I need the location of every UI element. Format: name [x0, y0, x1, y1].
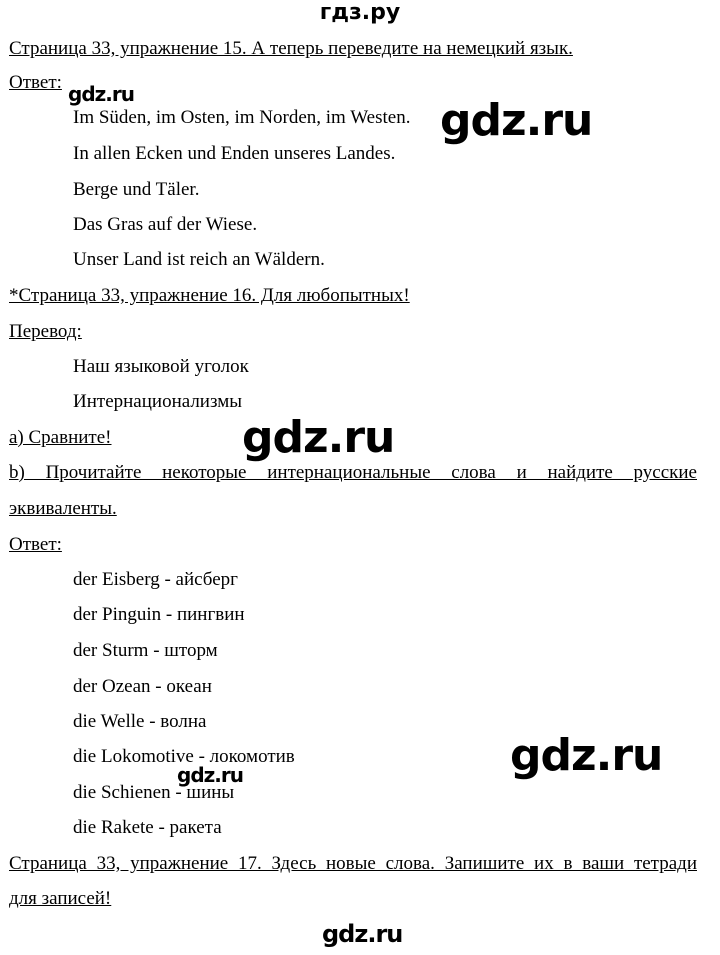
- exercise-15-title: Страница 33, упражнение 15. А теперь переведите на немецкий язык.: [9, 38, 573, 59]
- translation-line: Наш языковой уголок: [73, 356, 249, 377]
- watermark-logo: gdz.ru: [177, 763, 243, 787]
- exercise-17-title-line-1: Страница 33, упражнение 17. Здесь новые слова. Запишите их в ваши тетради: [9, 853, 697, 874]
- watermark-logo: gdz.ru: [242, 412, 395, 463]
- exercise-17-title-line-2: для записей!: [9, 888, 112, 909]
- word-pair: der Sturm - шторм: [73, 640, 218, 661]
- exercise-15-line: Unser Land ist reich an Wäldern.: [73, 249, 325, 270]
- task-b-line-1: b) Прочитайте некоторые интернациональные слова и найдите русские: [9, 462, 697, 483]
- watermark-logo: gdz.ru: [322, 920, 403, 948]
- exercise-15-line: Das Gras auf der Wiese.: [73, 214, 258, 235]
- exercise-16-answer-label: Ответ:: [9, 534, 62, 555]
- word-pair: der Ozean - океан: [73, 676, 212, 697]
- site-header: гдз.ру: [319, 0, 401, 25]
- exercise-15-line: In allen Ecken und Enden unseres Landes.: [73, 143, 396, 164]
- watermark-logo: gdz.ru: [440, 95, 593, 146]
- word-pair: der Eisberg - айсберг: [73, 569, 238, 590]
- watermark-logo: gdz.ru: [510, 730, 663, 781]
- word-pair: der Pinguin - пингвин: [73, 604, 245, 625]
- word-pair: die Welle - волна: [73, 711, 207, 732]
- task-b-line-2: эквиваленты.: [9, 498, 117, 519]
- word-pair: die Schienen - шины: [73, 782, 235, 803]
- exercise-15-answer-label: Ответ:: [9, 72, 62, 93]
- word-pair: die Rakete - ракета: [73, 817, 222, 838]
- exercise-16-title: *Страница 33, упражнение 16. Для любопытных!: [9, 285, 410, 306]
- exercise-15-line: Im Süden, im Osten, im Norden, im Westen.: [73, 107, 411, 128]
- translation-line: Интернационализмы: [73, 391, 243, 412]
- task-a: a) Сравните!: [9, 427, 112, 448]
- exercise-15-line: Berge und Täler.: [73, 179, 200, 200]
- watermark-logo: gdz.ru: [68, 82, 134, 106]
- exercise-16-translation-label: Перевод:: [9, 321, 82, 342]
- word-pair: die Lokomotive - локомотив: [73, 746, 295, 767]
